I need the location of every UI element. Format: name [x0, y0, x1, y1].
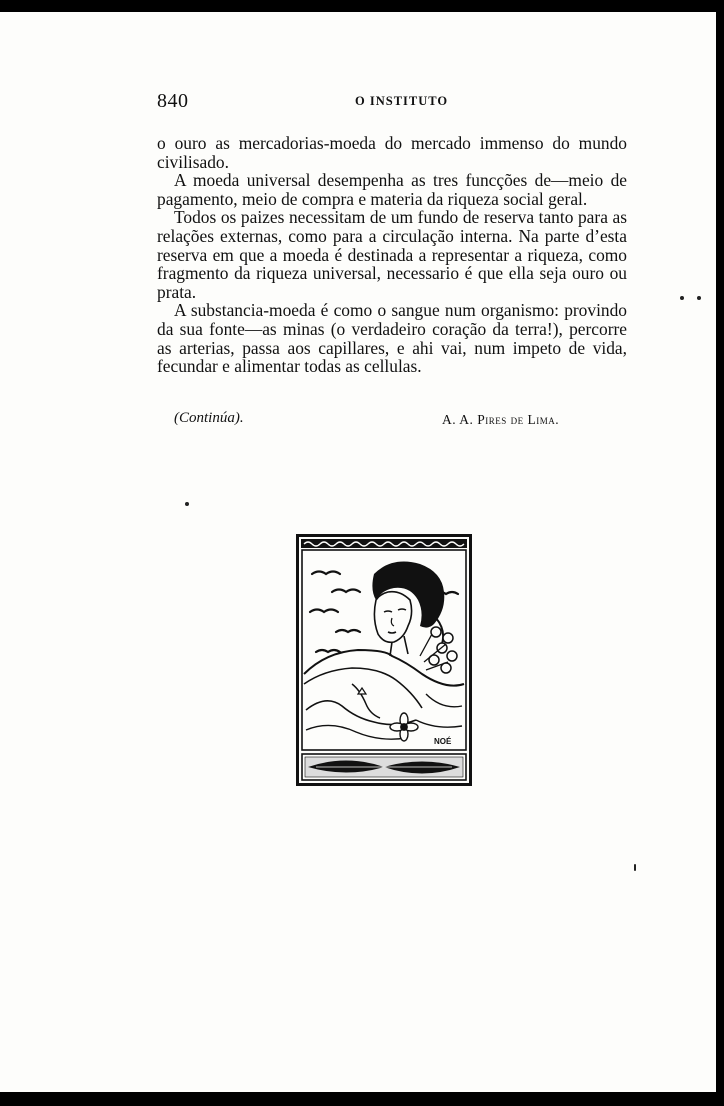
- scan-speck: [680, 296, 684, 300]
- paragraph: Todos os paizes necessitam de um fundo de reserva tanto para as relações externas, como para a circulação interna. Na parte d’esta reserva em que a moeda é destinada a representar a riqueza, como fragmento da riqueza universal, necessario é que ella seja ouro ou prata.: [157, 207, 627, 302]
- article-body: [157, 134, 627, 376]
- scan-speck: [697, 296, 701, 300]
- continued-note: (Continúa).: [174, 410, 244, 426]
- running-head: [157, 90, 627, 120]
- journal-title: O INSTITUTO: [355, 94, 449, 108]
- paragraph: A moeda universal desempenha as tres funcções de—meio de pagamento, meio de compra e materia da riqueza social geral.: [157, 170, 627, 209]
- woman-portrait-woodcut: [296, 534, 472, 786]
- paragraph-continuation: o ouro as mercadorias-moeda do mercado immenso do mundo civilisado.: [157, 133, 627, 172]
- author-signature: A. A. Pires de Lima.: [442, 412, 560, 427]
- vignette-illustration: [296, 534, 472, 786]
- artist-signature: NOÉ: [434, 737, 452, 746]
- scan-speck: [634, 864, 636, 871]
- paragraph: A substancia-moeda é como o sangue num organismo: provindo da sua fonte—as minas (o verdadeiro coração da terra!), percorre as arterias, passa aos capillares, e ahi vai, num impeto de vida, fecundar e alimentar todas as cellulas.: [157, 300, 627, 377]
- page-number: 840: [157, 90, 189, 112]
- signature-line: [157, 410, 627, 432]
- page: [0, 12, 716, 1092]
- scan-speck: [185, 502, 189, 506]
